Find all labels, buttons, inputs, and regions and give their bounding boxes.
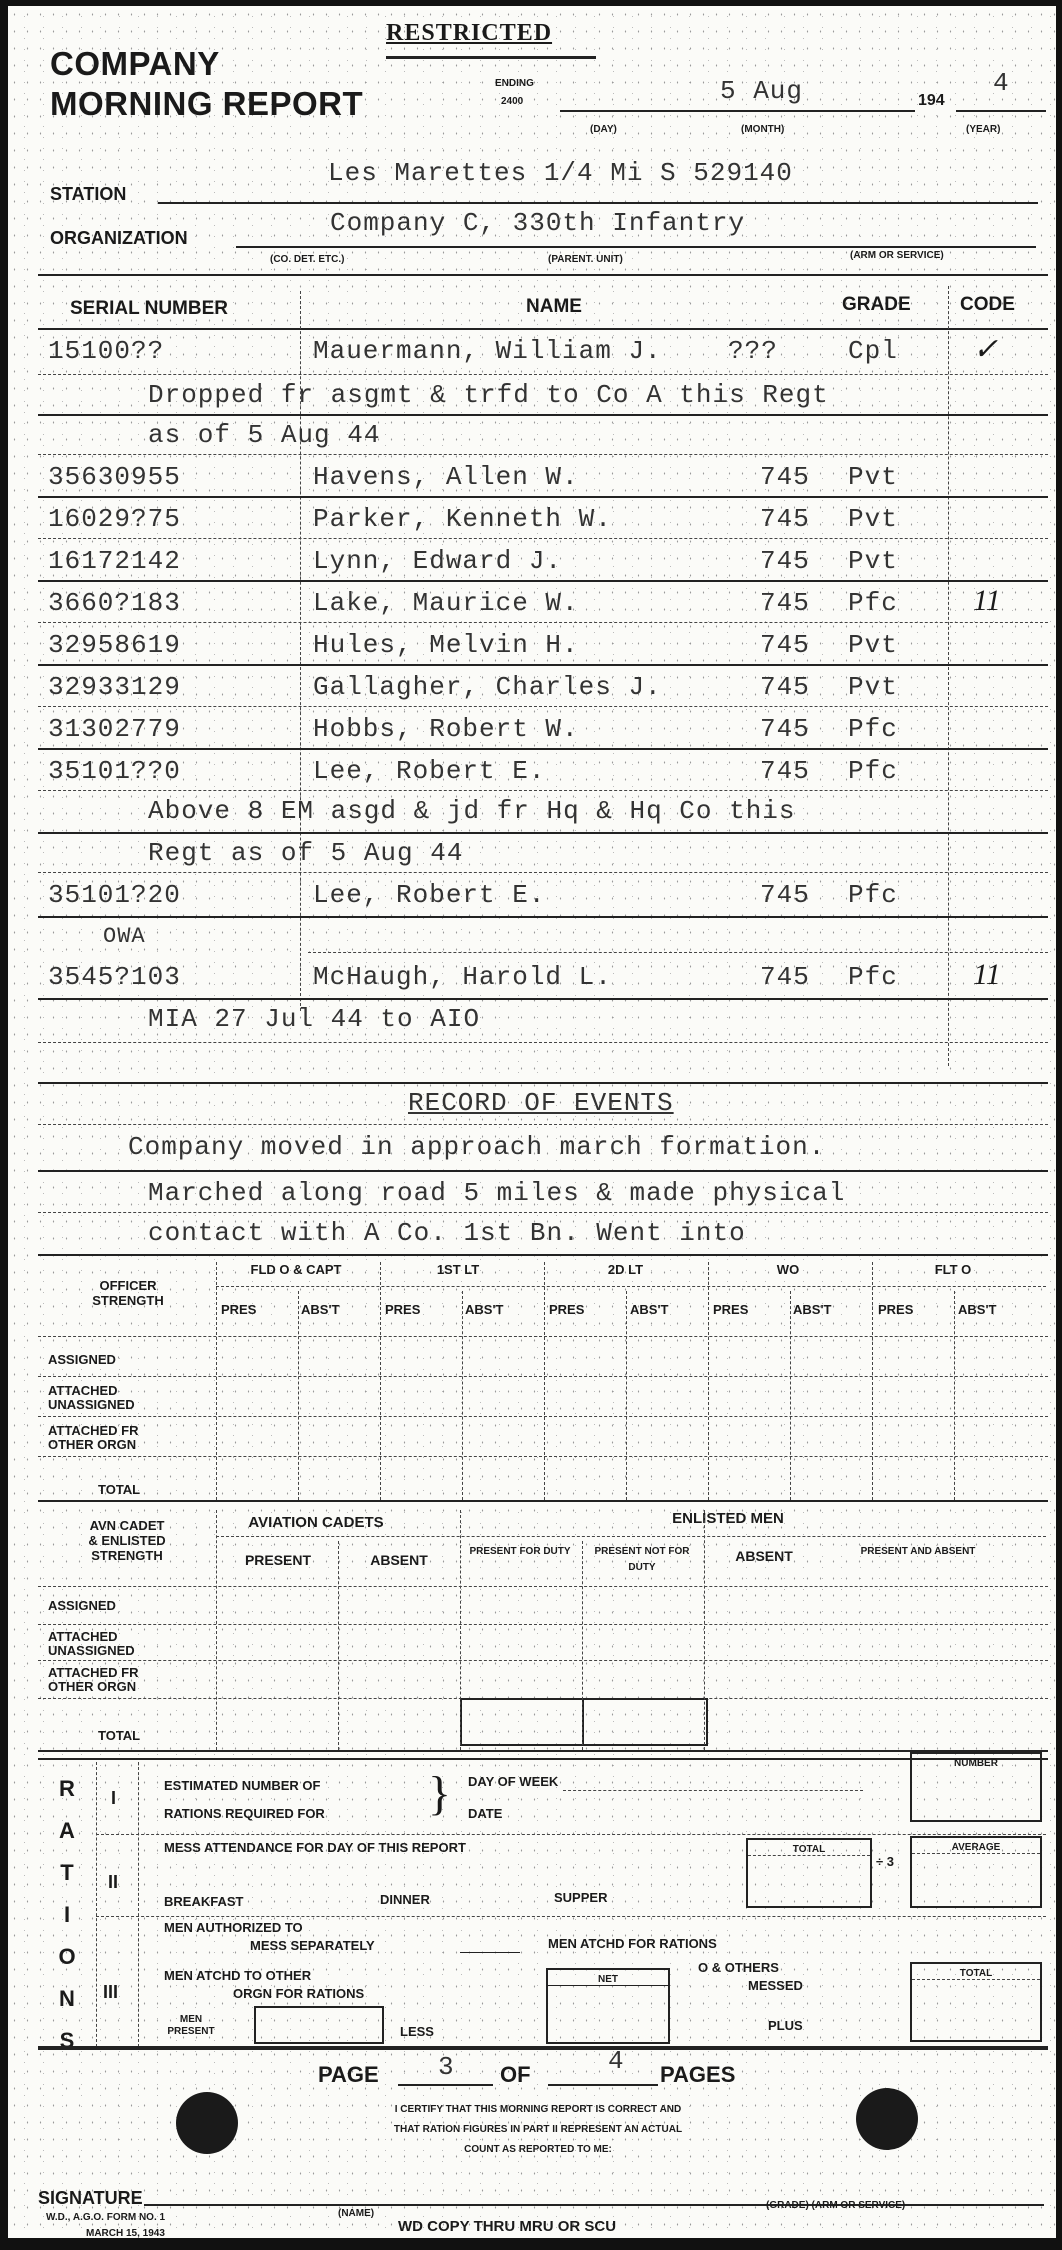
roster-row (8, 500, 1056, 540)
mess-separately-field[interactable] (460, 1952, 520, 1953)
part-numeral: III (103, 1982, 119, 2002)
total-present-box[interactable] (460, 1698, 708, 1746)
signature-label: SIGNATURE (38, 2188, 143, 2208)
rank: Cpl (848, 336, 898, 366)
record-of-events-title: RECORD OF EVENTS (408, 1088, 674, 1118)
col-header: PRESENT AND ABSENT (860, 1546, 976, 1557)
row-rule (216, 1536, 1046, 1537)
col-header-code: CODE (960, 294, 1015, 315)
of-label: OF (500, 2062, 531, 2087)
year-value[interactable]: 4 (993, 68, 1010, 98)
row-rule (38, 1124, 1048, 1125)
dinner-label: DINNER (380, 1892, 430, 1907)
serial-number: 31302779 (48, 714, 181, 744)
pages-value[interactable]: 4 (608, 2046, 625, 2076)
remark-line: as of 5 Aug 44 (148, 420, 381, 450)
group-enlisted-men: ENLISTED MEN (672, 1510, 784, 1527)
label-line: PRESENT (167, 2026, 215, 2037)
pages-field-line (548, 2084, 658, 2086)
col-rule (582, 1541, 583, 1750)
code-value: 11 (973, 584, 1001, 617)
soldier-name: Parker, Kenneth W. (313, 504, 612, 534)
row-rule (38, 414, 1048, 416)
roster-row (8, 584, 1056, 624)
certification-text (278, 2100, 798, 2160)
letter: S (59, 2028, 75, 2053)
col-rule (790, 1291, 791, 1500)
rank: Pfc (848, 714, 898, 744)
remark-line: OWA (103, 924, 146, 949)
row-rule (38, 622, 1048, 623)
serial-number: 32933129 (48, 672, 181, 702)
row-rule (216, 1286, 1046, 1287)
soldier-name: Lake, Maurice W. (313, 588, 579, 618)
serial-number: 35630955 (48, 462, 181, 492)
letter: T (60, 1860, 74, 1885)
ending-label: ENDING (495, 78, 534, 89)
row-rule (38, 1082, 1048, 1084)
rank: Pfc (848, 962, 898, 992)
serial-number: 32958619 (48, 630, 181, 660)
rank: Pfc (848, 588, 898, 618)
net-box[interactable] (546, 1968, 670, 2044)
roster-top-rule (38, 274, 1048, 276)
row-rule (38, 2046, 1048, 2050)
soldier-name: Havens, Allen W. (313, 462, 579, 492)
row-rule (38, 1624, 1048, 1625)
col-rule (462, 1291, 463, 1500)
roster-header-rule (38, 328, 1048, 330)
col-rule (96, 1762, 97, 2047)
enlisted-strength-label (42, 1518, 212, 1563)
day-of-week-field[interactable] (563, 1790, 863, 1791)
row-rule (38, 872, 1048, 873)
event-line: contact with A Co. 1st Bn. Went into (148, 1218, 746, 1248)
roster-row (8, 752, 1056, 792)
rank: Pfc (848, 880, 898, 910)
grade-caption: (GRADE) (ARM OR SERVICE) (766, 2200, 906, 2211)
others-line-2: MESSED (748, 1978, 803, 1993)
mess-attendance-title: MESS ATTENDANCE FOR DAY OF THIS REPORT (164, 1840, 466, 1855)
roster-row (8, 542, 1056, 582)
form-date: MARCH 15, 1943 (86, 2228, 165, 2239)
letter: O (58, 1944, 76, 1969)
row-rule (38, 538, 1048, 539)
rank: Pvt (848, 630, 898, 660)
form-number: W.D., A.G.O. FORM NO. 1 (46, 2212, 166, 2223)
pages-label: PAGES (660, 2062, 736, 2087)
letter: I (63, 1902, 71, 1927)
rank: Pvt (848, 546, 898, 576)
event-line: Marched along road 5 miles & made physical (148, 1178, 846, 1208)
row-rule (38, 916, 1048, 918)
caption-arm: (ARM OR SERVICE) (850, 250, 944, 261)
binder-hole-right (856, 2088, 918, 2150)
row-label-attached-unassigned: ATTACHED UNASSIGNED (48, 1629, 135, 1658)
certify-line: THAT RATION FIGURES IN PART II REPRESENT AN ACTUAL (393, 2124, 683, 2135)
rations-total-label: TOTAL (912, 1964, 1040, 1980)
label-line: AVN CADET (89, 1518, 165, 1533)
group-header: 1ST LT (436, 1262, 480, 1277)
label-line: OFFICER (99, 1278, 157, 1293)
morning-report-form (8, 6, 1056, 2238)
men-present-label (146, 2014, 236, 2038)
atchd-other-line-2: ORGN FOR RATIONS (233, 1986, 365, 2001)
soldier-name: Lynn, Edward J. (313, 546, 563, 576)
col-header-grade: GRADE (842, 294, 911, 315)
rations-vertical-label (52, 1768, 82, 2062)
authorized-line-2: MESS SEPARATELY (250, 1938, 375, 1953)
organization-line (236, 246, 1036, 248)
page-value[interactable]: 3 (438, 2052, 455, 2082)
rank: Pvt (848, 462, 898, 492)
subcol-header: ABS'T (630, 1302, 669, 1317)
col-rule (216, 1262, 217, 1500)
page-label: PAGE (318, 2062, 379, 2087)
row-rule (38, 580, 1048, 582)
net-label: NET (548, 1970, 668, 1986)
row-label-assigned: ASSIGNED (48, 1352, 116, 1367)
col-rule (138, 1762, 139, 2047)
year-line (956, 110, 1046, 112)
group-header: 2D LT (607, 1262, 644, 1277)
soldier-name: Gallagher, Charles J. (313, 672, 662, 702)
others-line-1: O & OTHERS (698, 1960, 779, 1975)
rank: Pfc (848, 756, 898, 786)
grade-code: 745 (760, 756, 810, 786)
label-line: MEN (179, 2014, 203, 2025)
number-box[interactable] (910, 1752, 1042, 1822)
roster-row (8, 332, 1056, 372)
caption-co: (CO. DET. ETC.) (270, 254, 345, 265)
average-box[interactable] (910, 1836, 1042, 1908)
row-rule (38, 1660, 1048, 1661)
row-label-total: TOTAL (98, 1482, 141, 1497)
row-rule (38, 706, 1048, 707)
grade-code: 745 (760, 546, 810, 576)
subcol-header: ABS'T (301, 1302, 340, 1317)
grade-code: 745 (760, 672, 810, 702)
col-rule (626, 1291, 627, 1500)
col-header: PRESENT FOR DUTY (469, 1546, 571, 1557)
col-rule (872, 1262, 873, 1500)
row-rule (96, 1834, 1046, 1835)
atchd-rations-label: MEN ATCHD FOR RATIONS (548, 1936, 717, 1951)
classification-stamp: RESTRICTED (386, 20, 553, 46)
supper-label: SUPPER (554, 1890, 608, 1905)
day-of-week-label: DAY OF WEEK (468, 1774, 559, 1789)
row-rule (38, 664, 1048, 666)
col-header-name: NAME (526, 296, 582, 317)
less-label: LESS (400, 2024, 434, 2039)
event-line: Company moved in approach march formation. (128, 1132, 826, 1162)
col-rule (954, 1291, 955, 1500)
serial-number: 3545?103 (48, 962, 181, 992)
rank: Pvt (848, 672, 898, 702)
divide-by-three: ÷ 3 (876, 1854, 894, 1869)
day-caption: (DAY) (590, 124, 617, 135)
group-aviation-cadets: AVIATION CADETS (248, 1514, 384, 1531)
grade-code: 745 (760, 504, 810, 534)
col-rule (460, 1510, 461, 1750)
title-morning-report: MORNING REPORT (50, 85, 364, 122)
row-label-attached-fr-other: ATTACHED FR OTHER ORGN (48, 1665, 139, 1694)
serial-number: 16029?75 (48, 504, 181, 534)
brace-icon: } (428, 1767, 452, 1820)
certify-line: I CERTIFY THAT THIS MORNING REPORT IS CORRECT AND (394, 2104, 682, 2115)
rank: Pvt (848, 504, 898, 534)
row-rule (38, 998, 1048, 1000)
roster-row (8, 876, 1056, 916)
col-rule (216, 1510, 217, 1750)
soldier-name: Lee, Robert E. (313, 756, 546, 786)
col-header: ABSENT (735, 1548, 793, 1564)
authorized-line-1: MEN AUTHORIZED TO (164, 1920, 303, 1935)
letter: A (59, 1818, 75, 1843)
signature-line[interactable] (144, 2204, 1044, 2206)
year-caption: (YEAR) (966, 124, 1001, 135)
serial-number: 35101?20 (48, 880, 181, 910)
organization-value[interactable]: Company C, 330th Infantry (330, 208, 746, 238)
row-label-attached-unassigned: ATTACHED UNASSIGNED (48, 1383, 135, 1412)
row-rule (38, 748, 1048, 750)
letter: N (59, 1986, 75, 2011)
grade-code: 745 (760, 630, 810, 660)
col-rule (380, 1262, 381, 1500)
breakfast-label: BREAKFAST (164, 1894, 244, 1909)
col-rule (704, 1510, 705, 1750)
grade-code: 745 (760, 462, 810, 492)
subcol-header: ABS'T (465, 1302, 504, 1317)
date-label: DATE (468, 1806, 503, 1821)
row-rule (38, 374, 1048, 375)
subcol-header: PRES (878, 1302, 914, 1317)
organization-label: ORGANIZATION (50, 228, 188, 248)
row-rule (38, 1254, 1048, 1256)
row-rule (38, 1042, 1048, 1043)
title-company: COMPANY (50, 45, 220, 82)
group-header: WO (776, 1262, 800, 1277)
row-rule (38, 1758, 1048, 1760)
plus-label: PLUS (768, 2018, 803, 2033)
mess-total-label: TOTAL (748, 1840, 870, 1856)
roster-row (8, 458, 1056, 498)
roster-row (8, 668, 1056, 708)
part-numeral: I (111, 1788, 117, 1808)
row-rule (38, 1416, 1048, 1417)
row-rule (308, 952, 1048, 953)
grade-code: 745 (760, 880, 810, 910)
row-rule (38, 790, 1048, 791)
row-rule (38, 454, 1048, 455)
part1-text-1: ESTIMATED NUMBER OF (164, 1778, 321, 1793)
station-line (158, 202, 1038, 204)
label-line: & ENLISTED (88, 1533, 166, 1548)
label-line: STRENGTH (92, 1293, 164, 1308)
row-rule (38, 1336, 1048, 1337)
row-rule (96, 1916, 1046, 1917)
grade-code: 745 (760, 588, 810, 618)
men-present-box[interactable] (254, 2006, 384, 2044)
part1-text-2: RATIONS REQUIRED FOR (164, 1806, 325, 1821)
soldier-name: Hules, Melvin H. (313, 630, 579, 660)
grade-code: ??? (728, 336, 778, 366)
row-label-total: TOTAL (98, 1728, 141, 1743)
group-header: FLD O & CAPT (250, 1262, 342, 1277)
binder-hole-left (176, 2092, 238, 2154)
row-rule (38, 1750, 1048, 1752)
remark-line: Dropped fr asgmt & trfd to Co A this Regt (148, 380, 829, 410)
soldier-name: McHaugh, Harold L. (313, 962, 612, 992)
subcol-header: ABS'T (958, 1302, 997, 1317)
average-label: AVERAGE (912, 1838, 1040, 1854)
subcol-header: PRES (549, 1302, 585, 1317)
col-header-serial: SERIAL NUMBER (70, 298, 228, 319)
rations-total-box[interactable] (910, 1962, 1042, 2042)
officer-strength-label (48, 1278, 208, 1308)
row-rule (38, 1586, 1048, 1587)
month-caption: (MONTH) (741, 124, 785, 135)
page-field-line (398, 2084, 493, 2086)
row-label-attached-fr-other: ATTACHED FR OTHER ORGN (48, 1423, 139, 1452)
roster-row (8, 710, 1056, 750)
col-rule (298, 1291, 299, 1500)
row-rule (38, 1170, 1048, 1172)
soldier-name: Hobbs, Robert W. (313, 714, 579, 744)
row-rule (38, 832, 1048, 834)
roster-row (8, 958, 1056, 998)
atchd-other-line-1: MEN ATCHD TO OTHER (164, 1968, 312, 1983)
mess-total-box[interactable] (746, 1838, 872, 1908)
row-label-assigned: ASSIGNED (48, 1598, 116, 1613)
col-header: PRESENT (244, 1552, 312, 1568)
code-value: 11 (973, 958, 1001, 991)
letter: R (59, 1776, 75, 1801)
number-box-label: NUMBER (954, 1758, 998, 1769)
ending-time: 2400 (501, 96, 524, 107)
remark-line: Regt as of 5 Aug 44 (148, 838, 464, 868)
soldier-name: Lee, Robert E. (313, 880, 546, 910)
part-numeral: II (108, 1872, 119, 1892)
row-rule (38, 1500, 1048, 1502)
routing-note: WD COPY THRU MRU OR SCU (398, 2218, 617, 2235)
subcol-header: ABS'T (793, 1302, 832, 1317)
check-mark-icon: ✓ (973, 333, 999, 366)
roster-row (8, 626, 1056, 666)
row-rule (38, 496, 1048, 498)
label-line: STRENGTH (91, 1548, 163, 1563)
certify-line: COUNT AS REPORTED TO ME: (464, 2144, 612, 2155)
soldier-name: Mauermann, William J. (313, 336, 662, 366)
year-prefix: 194 (918, 92, 945, 109)
serial-number: 15100?? (48, 336, 165, 366)
subcol-header: PRES (713, 1302, 749, 1317)
col-rule (544, 1262, 545, 1500)
grade-code: 745 (760, 714, 810, 744)
col-header: ABSENT (370, 1552, 428, 1568)
grade-code: 745 (760, 962, 810, 992)
station-label: STATION (50, 184, 127, 204)
name-caption: (NAME) (338, 2208, 375, 2219)
col-header: PRESENT NOT FOR DUTY (594, 1546, 690, 1573)
remark-line: MIA 27 Jul 44 to AIO (148, 1004, 481, 1034)
serial-number: 3660?183 (48, 588, 181, 618)
row-rule (38, 1456, 1048, 1457)
station-value[interactable]: Les Marettes 1/4 Mi S 529140 (328, 158, 793, 188)
row-rule (38, 1376, 1048, 1377)
caption-parent: (PARENT. UNIT) (548, 254, 623, 265)
serial-number: 35101??0 (48, 756, 181, 786)
date-value[interactable]: 5 Aug (720, 76, 804, 106)
subcol-header: PRES (385, 1302, 421, 1317)
col-rule (708, 1262, 709, 1500)
serial-number: 16172142 (48, 546, 181, 576)
subcol-header: PRES (221, 1302, 257, 1317)
row-rule (38, 1212, 1048, 1213)
col-rule (338, 1541, 339, 1750)
classification-underline (386, 56, 596, 59)
group-header: FLT O (934, 1262, 972, 1277)
date-line (560, 110, 915, 112)
remark-line: Above 8 EM asgd & jd fr Hq & Hq Co this (148, 796, 796, 826)
